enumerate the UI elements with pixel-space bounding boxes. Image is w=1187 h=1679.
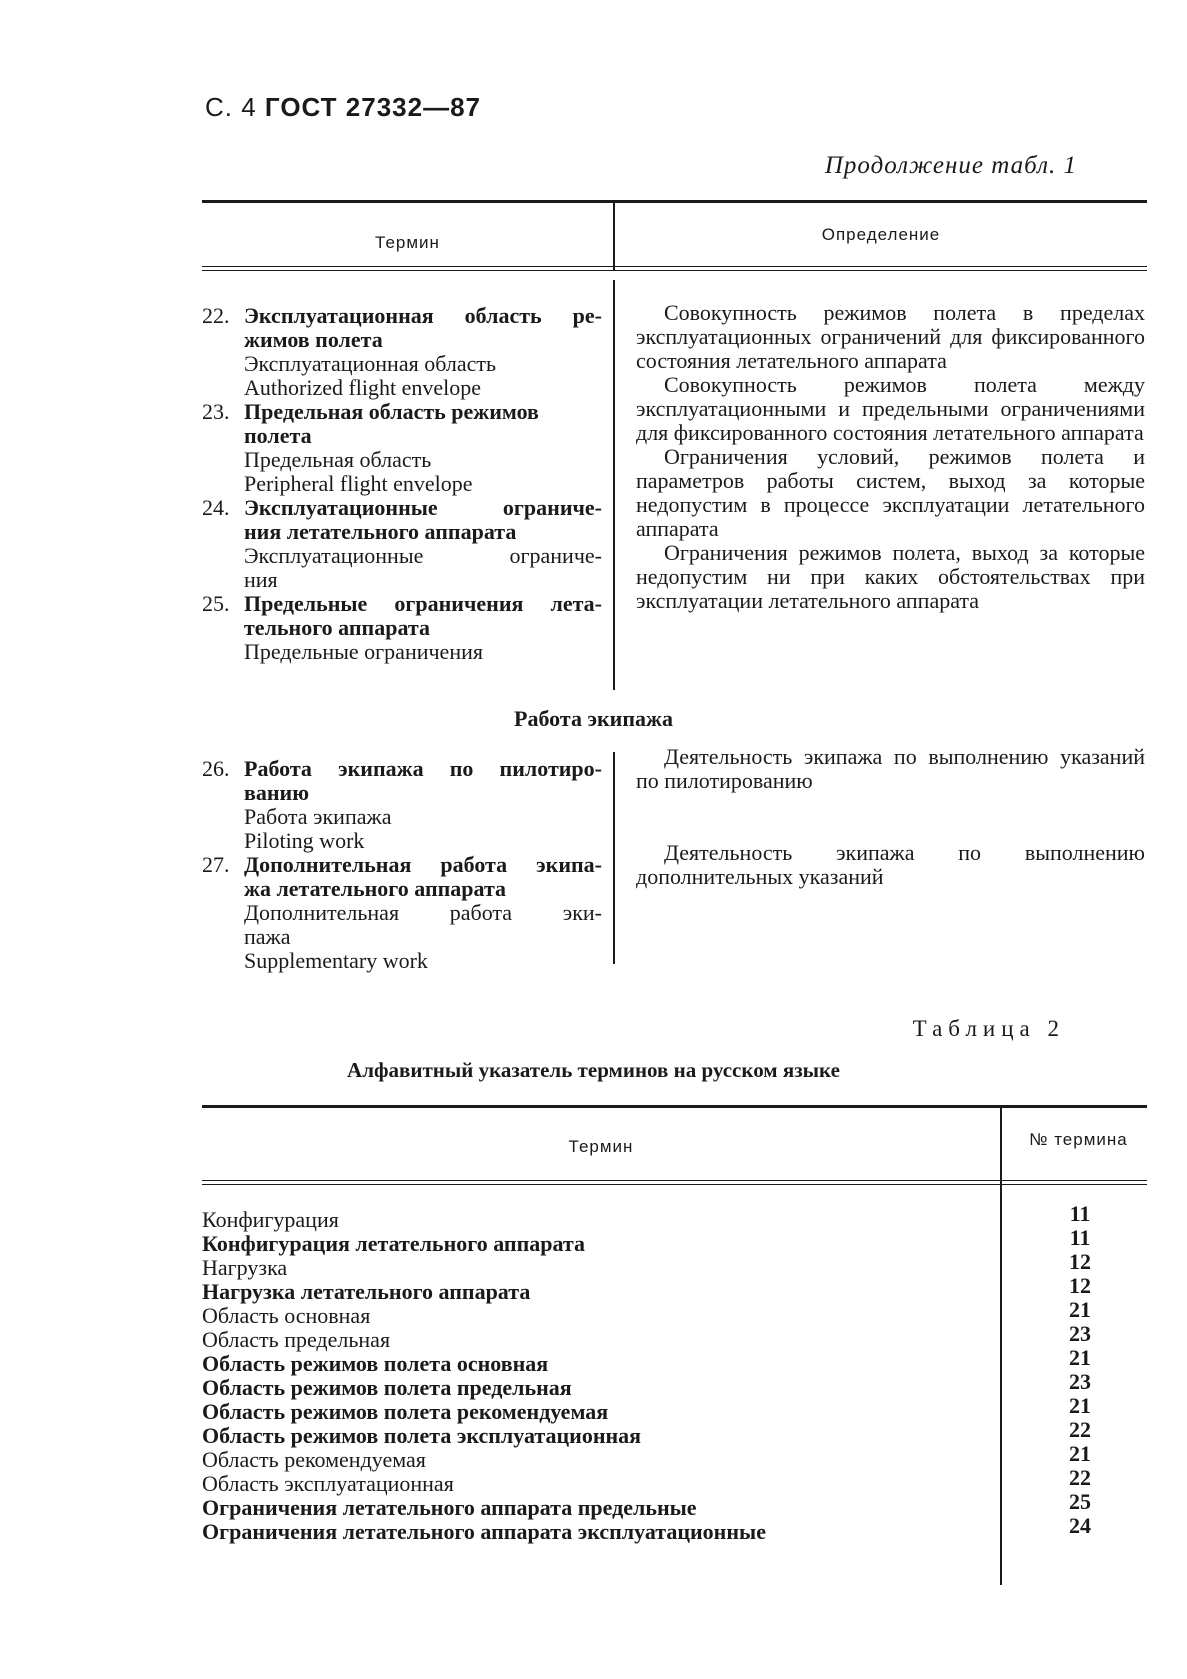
table-continuation-label: Продолжение табл. 1 [824,152,1077,179]
index-term-number: 21 [1069,1393,1091,1418]
index-term: Область предельная [202,1327,391,1352]
term-bold-line: Работа экипажа по пилотиро- [244,756,602,781]
index-term-number: 21 [1069,1441,1091,1466]
term-bold-line: тельного аппарата [244,615,430,640]
table1-col-definition: Определение [821,225,941,244]
term-bold-line: Дополнительная работа экипа- [244,852,602,877]
term-plain-line: пажа [244,924,291,949]
term-bold-line: жимов полета [244,327,383,352]
table1-header-rule-2 [202,270,1147,271]
table1-column-divider-b [613,752,615,964]
term-number: 23. [202,399,230,424]
index-term-number: 12 [1069,1273,1091,1298]
table2-col-number: № термина [1029,1130,1128,1149]
term-bold-line: полета [244,423,312,448]
term-bold-line: жа летательного аппарата [244,876,507,901]
term-plain-line: ния [244,567,278,592]
index-term: Область режимов полета эксплуатационная [202,1423,642,1448]
definition-list-b [636,745,1145,889]
index-term: Область основная [202,1303,371,1328]
index-term-number: 24 [1069,1513,1091,1538]
definition-text: Ограничения режимов полета, выход за которые недопустим ни при каких обстоятельствах при эксплуатации летательного аппарата [636,540,1145,613]
definition-text: Деятельность экипажа по выполнению дополнительных указаний [636,840,1145,889]
index-term: Конфигурация [202,1207,339,1232]
index-term: Область режимов полета предельная [202,1375,572,1400]
index-term: Ограничения летательного аппарата эксплуатационные [202,1519,766,1544]
table2-title: Алфавитный указатель терминов на русском языке [347,1058,840,1082]
index-term-number: 22 [1069,1417,1091,1442]
term-bold-line: Предельная область режимов [244,399,539,424]
definition-text: Деятельность экипажа по выполнению указаний по пилотированию [636,744,1145,793]
index-term: Область рекомендуемая [202,1447,426,1472]
term-plain-line: Supplementary work [244,948,428,973]
index-term: Нагрузка [202,1255,288,1280]
index-term: Ограничения летательного аппарата предельные [202,1495,697,1520]
table2-header-rule-2 [202,1184,1147,1185]
standard-code: ГОСТ 27332—87 [264,92,481,122]
index-term-number: 22 [1069,1465,1091,1490]
section-title: Работа экипажа [514,706,673,731]
definition-text: Совокупность режимов полета между эксплуатационными и предельными ограничениями для фиксированного состояния летательного аппарата [636,372,1145,445]
index-term-number: 12 [1069,1249,1091,1274]
term-bold-line: Предельные ограничения лета- [244,591,602,616]
table2-column-divider [1000,1105,1002,1585]
definition-text: Ограничения условий, режимов полета и параметров работы систем, выход за которые недопустим в процессе эксплуатации летательного аппарата [636,444,1145,541]
term-plain-line: Эксплуатационные ограниче- [244,543,602,568]
term-bold-line: ванию [244,780,310,805]
term-plain-line: Peripheral flight envelope [244,471,473,496]
table2-header-rule [202,1180,1147,1181]
term-plain-line: Authorized flight envelope [244,375,482,400]
term-plain-line: Предельная область [244,447,432,472]
table1-top-rule [202,200,1147,203]
term-number: 24. [202,495,230,520]
table2-col-term: Термин [568,1137,634,1156]
index-term-number: 11 [1069,1201,1091,1226]
term-number: 22. [202,303,230,328]
term-bold-line: ния летательного аппарата [244,519,517,544]
term-entry [202,592,602,664]
index-term: Нагрузка летательного аппарата [202,1279,531,1304]
index-term-number: 23 [1069,1321,1091,1346]
index-term-number: 11 [1069,1225,1091,1250]
term-plain-line: Piloting work [244,828,365,853]
term-entry [202,853,602,973]
term-number: 26. [202,756,230,781]
term-number: 25. [202,591,230,616]
index-term-number: 25 [1069,1489,1091,1514]
index-term: Область режимов полета основная [202,1351,549,1376]
term-entry [202,757,602,853]
term-bold-line: Эксплуатационные ограниче- [244,495,602,520]
index-term: Область эксплуатационная [202,1471,454,1496]
term-number: 27. [202,852,230,877]
table1-column-divider-a [613,280,615,690]
index-term-number: 23 [1069,1369,1091,1394]
definition-list-a [636,301,1145,613]
table2-top-rule [202,1105,1147,1108]
page-number: С. 4 [205,92,257,122]
index-term: Конфигурация летательного аппарата [202,1231,585,1256]
table1-header-rule [202,266,1147,267]
term-plain-line: Эксплуатационная область [244,351,497,376]
table2-label: Таблица 2 [912,1016,1065,1041]
definition-text: Совокупность режимов полета в пределах эксплуатационных ограничений для фиксированного состояния летательного аппарата [636,300,1145,373]
index-term-number: 21 [1069,1297,1091,1322]
index-term: Область режимов полета рекомендуемая [202,1399,609,1424]
index-term-number: 21 [1069,1345,1091,1370]
term-entry [202,400,602,496]
term-entry [202,304,602,400]
term-plain-line: Работа экипажа [244,804,392,829]
term-plain-line: Дополнительная работа эки- [244,900,602,925]
term-bold-line: Эксплуатационная область ре- [244,303,602,328]
term-entry [202,496,602,592]
term-plain-line: Предельные ограничения [244,639,483,664]
table1-col-term: Термин [375,233,440,252]
page-header [205,92,481,123]
